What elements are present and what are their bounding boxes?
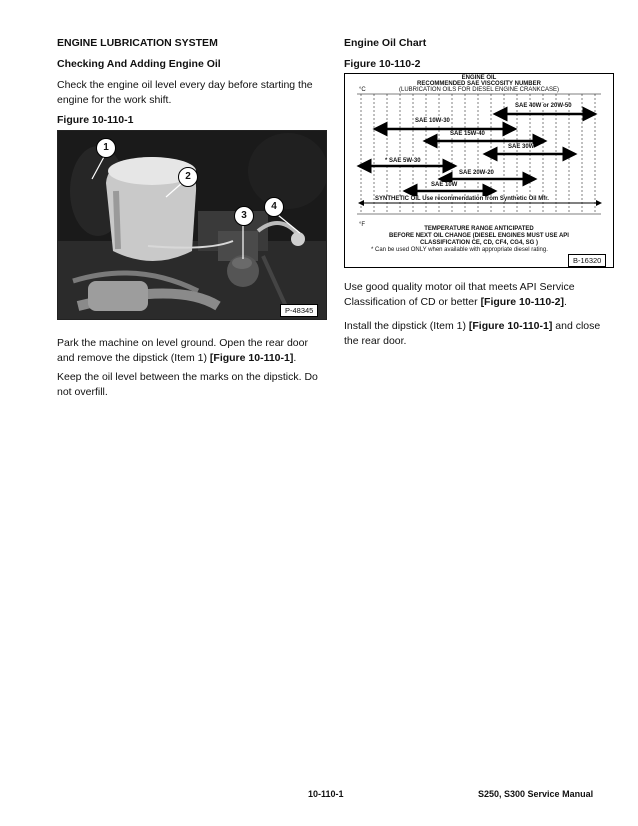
chart-title-1: ENGINE OIL [461,75,497,81]
manual-title: S250, S300 Service Manual [478,789,594,799]
oil-quality-end: . [564,296,567,308]
chart-title-2: RECOMMENDED SAE VISCOSITY NUMBER [417,81,541,87]
temp-line-3: CLASSIFICATION CE, CD, CF4, CG4, SG ) [420,240,538,246]
oil-level-paragraph: Keep the oil level between the marks on the dipstick. Do not overfill. [57,371,318,398]
install-dipstick-paragraph [344,319,612,349]
park-end: . [293,352,297,364]
oil-quality-figure-ref: [Figure 10-110-2] [480,296,565,308]
callout-3: 3 [234,206,254,226]
figure-label-2: Figure 10-110-2 [344,58,421,70]
diesel-note: * Can be used ONLY when available with appropriate diesel rating. [371,247,548,253]
band-sae-20w20: SAE 20W-20 [459,170,494,176]
park-paragraph [57,336,325,366]
temp-line-1: TEMPERATURE RANGE ANTICIPATED [424,226,534,232]
band-sae-40w: SAE 40W or 20W-50 [515,103,572,109]
band-sae-10w: SAE 10W [431,182,458,188]
oil-quality-text: Use good quality motor oil that meets API Service Classification of CD or better [344,281,575,308]
install-end: and close the rear door. [344,320,601,347]
install-figure-ref: [Figure 10-110-1] [468,320,553,332]
subsection-title: Checking And Adding Engine Oil [57,58,221,70]
install-text: Install the dipstick (Item 1) [344,320,469,332]
photo-tag: P-48345 [280,304,318,317]
unit-celsius: °C [359,87,366,93]
page-number: 10-110-1 [308,789,344,799]
synthetic-oil-note: SYNTHETIC OIL Use recommendation from Synthetic Oil Mfr. [375,196,549,202]
oil-quality-paragraph [344,280,612,310]
band-sae-15w40: SAE 15W-40 [450,131,485,137]
engine-photo-illustration [58,131,326,319]
engine-photo [57,130,327,320]
chart-title-3: (LUBRICATION OILS FOR DIESEL ENGINE CRANKCASE) [398,87,560,93]
viscosity-chart [344,73,614,268]
unit-fahrenheit: °F [359,222,366,228]
callout-2: 2 [178,167,198,187]
temp-line-2: BEFORE NEXT OIL CHANGE (DIESEL ENGINES MUST USE API [389,233,569,239]
oil-chart-title: Engine Oil Chart [344,37,427,49]
section-title: ENGINE LUBRICATION SYSTEM [57,37,218,49]
park-text: Park the machine on level ground. Open the rear door and remove the dipstick (Item 1) [57,337,308,364]
intro-paragraph: Check the engine oil level every day before starting the engine for the work shift. [57,79,313,106]
park-figure-ref: [Figure 10-110-1] [209,352,294,364]
figure-label-1: Figure 10-110-1 [57,114,134,126]
callout-1: 1 [96,138,116,158]
band-sae-10w30: SAE 10W-30 [415,118,450,124]
band-sae-30w: SAE 30W [508,144,535,150]
callout-4: 4 [264,197,284,217]
chart-tag: B-16320 [568,254,606,267]
band-sae-5w30: * SAE 5W-30 [385,158,421,164]
